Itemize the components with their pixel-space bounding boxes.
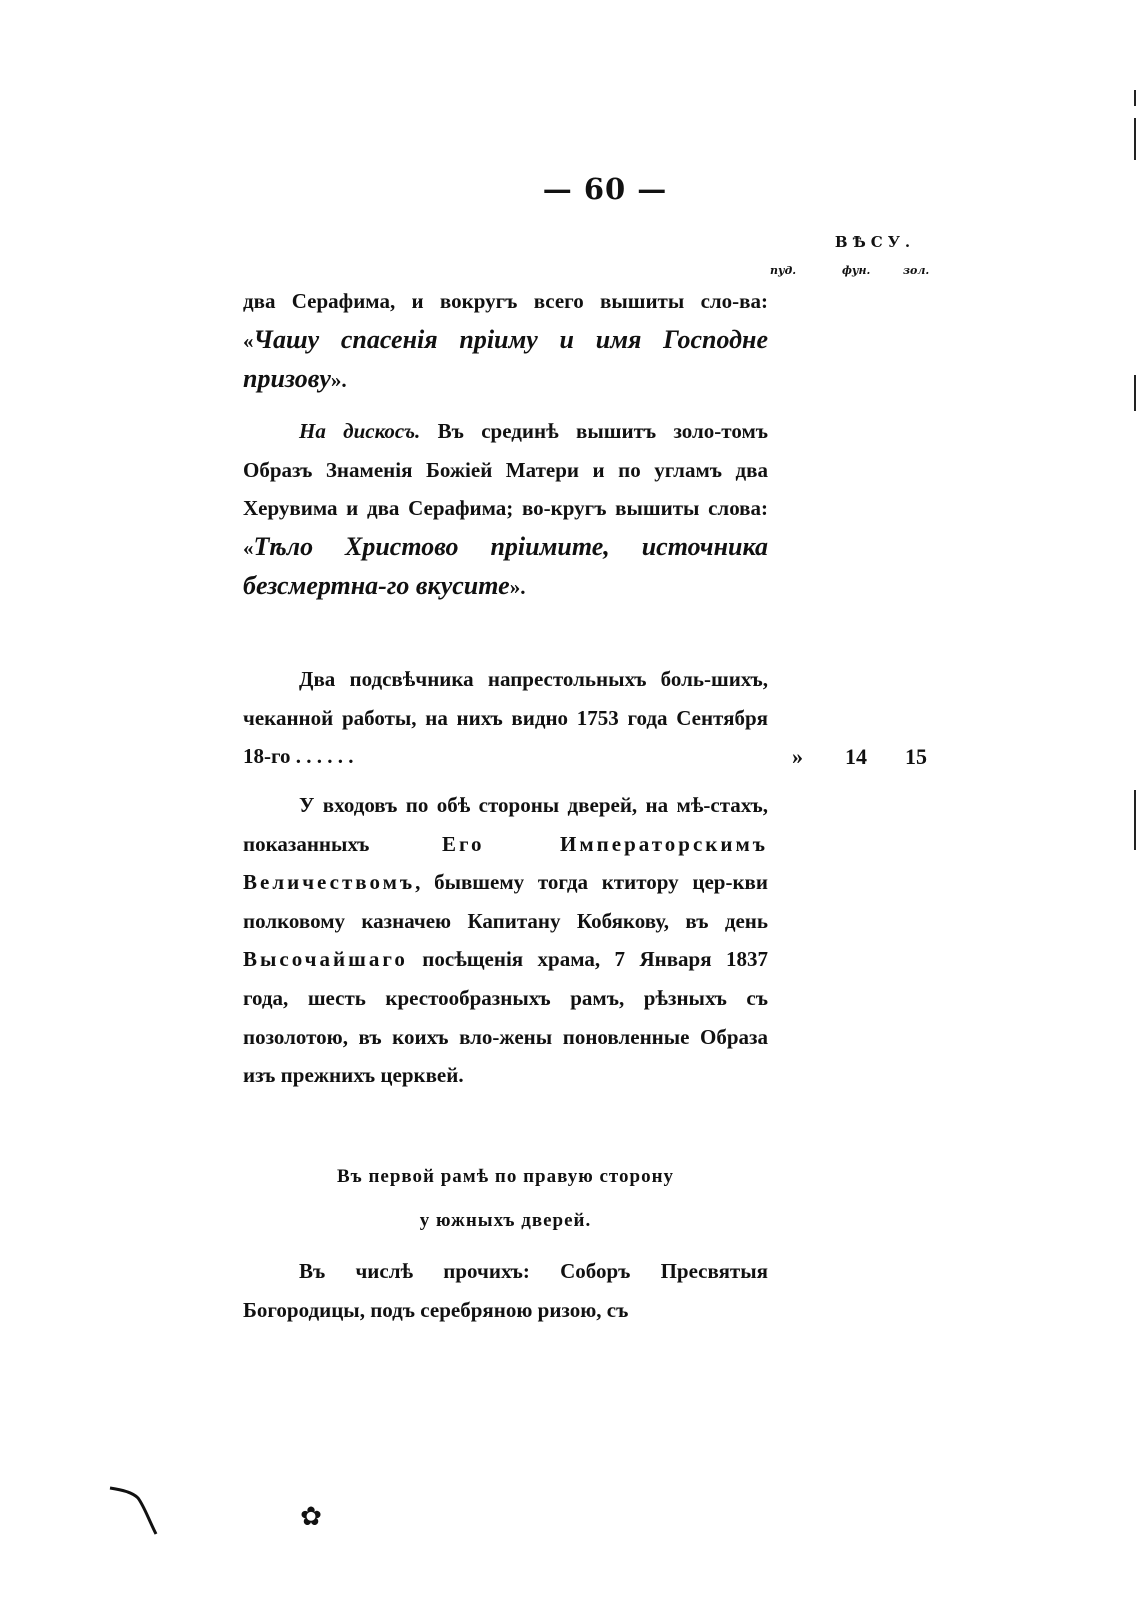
unit-zol-label: зол. (903, 264, 930, 277)
text-run: посѣщенія храма, 7 Января 1837 года, шесть крестообразныхъ рамъ, рѣзныхъ съ позолотою, въ коихъ вло-жены поновленные Образа изъ прежнихъ церквей. (243, 947, 768, 1088)
text-run: Въ числѣ прочихъ: Соборъ Пресвятыя Богородицы, подъ серебряною ризою, съ (243, 1259, 768, 1322)
text-run: ». (330, 368, 347, 393)
page-edge-mark (1134, 375, 1136, 411)
margin-stroke-icon (108, 1482, 164, 1538)
paragraph-diskos (243, 412, 768, 607)
paragraph-seraphim (243, 282, 768, 400)
section-heading: Въ первой рамѣ по правую сторону (336, 1166, 675, 1187)
section-subheading: у южныхъ дверей. (419, 1210, 592, 1231)
text-run: два Серафима, и вокругъ всего вышиты сло-ва: « (243, 289, 768, 353)
flower-ornament-icon: ✿ (300, 1502, 322, 1532)
text-run: Въ срединѣ вышитъ золо-томъ Образъ Знаменія Божіей Матери и по угламъ два Херувима и два Серафима; во-кругъ вышиты слова: « (243, 419, 768, 560)
page-edge-mark (1134, 118, 1136, 160)
quoted-inscription: Тѣло Христово пріимите, источника безсмертна-го вкусите (243, 531, 768, 601)
spaced-title: Высочайшаго (243, 947, 408, 972)
quoted-inscription: Чашу спасенія пріиму и имя Господне призову (243, 324, 768, 394)
weight-pud-value: » (792, 744, 803, 769)
weight-fun-value: 14 (845, 744, 867, 769)
text-run: , бывшему тогда ктитору цер-кви полковому казначею Капитану Кобякову, въ день (243, 870, 768, 933)
paragraph-entrances (243, 786, 768, 1095)
text-run: Два подсвѣчника напрестольныхъ боль-шихъ, чеканной работы, на нихъ видно 1753 года Сентября 18-го . . . . . . (243, 667, 768, 769)
weight-column-header: ВѢСУ. (834, 233, 916, 251)
page-edge-mark (1134, 790, 1136, 850)
diskos-lead: На дискосъ. (299, 419, 421, 443)
page-edge-mark (1134, 90, 1136, 106)
unit-fun-label: фун. (842, 264, 871, 277)
unit-pud-label: пуд. (770, 264, 797, 277)
text-run: У входовъ по обѣ стороны дверей, на мѣ-стахъ, показанныхъ (243, 793, 768, 856)
paragraph-candlesticks (243, 660, 768, 776)
spaced-title: Его Императорскимъ Величествомъ (243, 831, 769, 895)
page-number: — 60 — (542, 172, 668, 206)
paragraph-among-others (243, 1252, 768, 1329)
weight-zol-value: 15 (905, 744, 927, 769)
text-run: ». (509, 575, 526, 600)
